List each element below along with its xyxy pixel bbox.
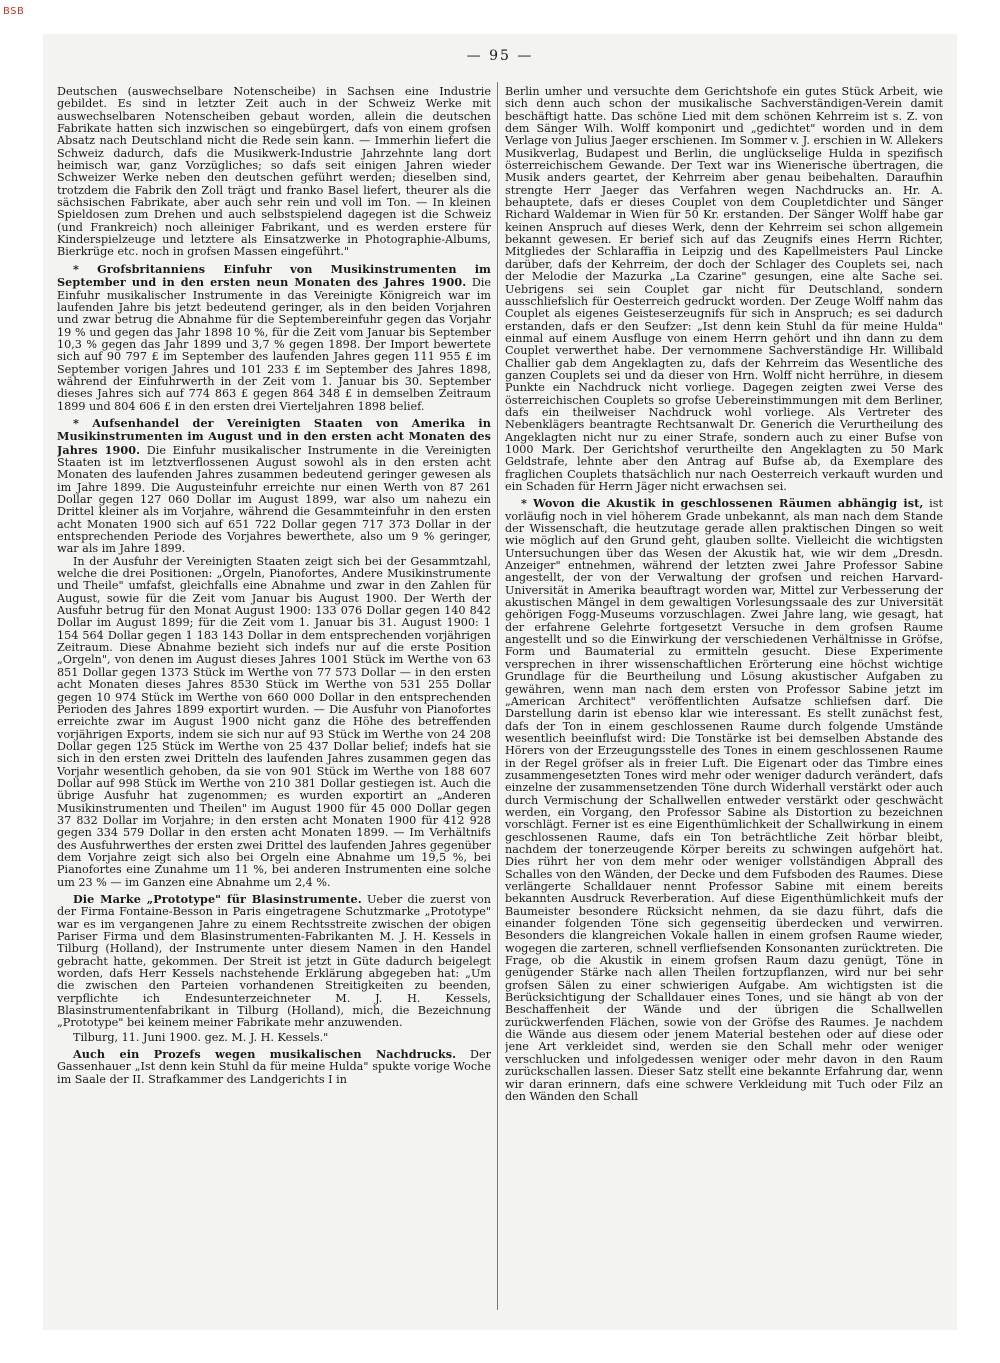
article-us-trade-heading: * Aufsenhandel der Vereinigten Staaten von Amerika in Musikinstrumenten im August und in den ersten acht Monaten des Jahres 1900. — [57, 415, 491, 457]
article-gb-imports-heading: * Grofsbritanniens Einfuhr von Musikinstrumenten im September und in den ersten neun Monaten des Jahres 1900. — [57, 261, 491, 290]
article-lawsuit-body: Der Gassenhauer „Ist denn kein Stuhl da für meine Hulda" spukte vorige Woche im Saale der II. Strafkammer des Landgerichts I in — [57, 1048, 491, 1086]
article-us-trade-body: Die Einfuhr musikalischer Instrumente in die Vereinigten Staaten ist im letztverflossenen August sowohl als in den ersten acht Monaten des laufenden Jahres zusammen bedeutend geringer gewesen als im Jahre 1899. Die Augusteinfuhr erreichte nur einen Werth von 87 261 Dollar gegen 127 060 Dollar im August 1899, war also um nahezu ein Drittel kleiner als im Vorjahre, während die Gesammteinfuhr in den ersten acht Monaten 1900 sich auf 651 722 Dollar gegen 717 373 Dollar in der entsprechenden Periode des Vorjahres bewerthete, also um 9 % geringer, war als im Jahre 1899. — [57, 443, 491, 556]
newspaper-page — [43, 34, 957, 1330]
article-acoustics-heading: * Wovon die Akustik in geschlossenen Räumen abhängig ist, — [521, 496, 924, 511]
article-lawsuit-heading: Auch ein Prozefs wegen musikalischen Nachdrucks. — [73, 1047, 457, 1062]
column-divider — [497, 82, 498, 1310]
page-number: — 95 — — [466, 48, 534, 64]
article-gb-imports-body: Die Einfuhr musikalischer Instrumente in das Vereinigte Königreich war im laufenden Jahre bis jetzt bedeutend geringer, als in den beiden Vorjahren und zwar betrug die Abnahme für die Septembereinfuhr gegen das Vorjahr 19 % und gegen das Jahr 1898 10 %, für die Zeit vom Januar bis September 10,3 % gegen das Jahr 1899 und 3,7 % gegen 1898. Der Import bewertete sich auf 90 797 £ im September des laufenden Jahres gegen 111 955 £ im September vorigen Jahres und 101 233 £ im September des Jahres 1898, während der Einfuhrwerth in der Zeit vom 1. Januar bis 30. September dieses Jahres sich auf 774 863 £ gegen 864 348 £ in demselben Zeitraum 1899 und 804 606 £ in den ersten drei Vierteljahren 1898 belief. — [57, 276, 491, 413]
article-prototype-heading: Die Marke „Prototype" für Blasinstrumente. — [73, 892, 362, 906]
article-prototype-body: Ueber die zuerst von der Firma Fontaine-Besson in Paris eingetragene Schutzmarke „Prototype" war es im vergangenen Jahre zu einem Rechtsstreite zwischen der obigen Pariser Firma und dem Blasinstrumenten-Fabrikanten M. J. H. Kessels in Tilburg (Holland), der Instrumente unter diesem Namen in den Handel gebracht hatte, gekommen. Der Streit ist jetzt in Güte dadurch beigelegt worden, dafs Herr Kessels nachstehende Erklärung abgegeben hat: „Um die zwischen den Parteien vorhandenen Streitigkeiten zu beenden, verpflichte ich Endesunterzeichneter M. J. H. Kessels, Blasinstrumentenfabrikant in Tilburg (Holland), mich, die Bezeichnung „Prototype" bei keinem meiner Fabrikate mehr anzuwenden. — [57, 893, 491, 1030]
article-swiss-music-boxes-continued: Deutschen (auswechselbare Notenscheibe) in Sachsen eine Industrie gebildet. Es sind in letzter Zeit auch in der Schweiz Werke mit auswechselbaren Notenscheiben gebaut worden, allein die deutschen Fabrikate hatten sich inzwischen so eingebürgert, dafs von einem grofsen Absatz nach Deutschland nicht die Rede sein kann. — Immerhin liefert die Schweiz dadurch, dafs die Musikwerk-Industrie Jahrzehnte lang dort heimisch war, ganz Vorzügliches; so dafs seit einigen Jahren wieder Schweizer Werke neben den deutschen geführt werden; dieselben sind, trotzdem die Fabrik den Zoll trägt und franko Basel liefert, theurer als die sächsischen Fabrikate, aber auch sehr rein und voll im Ton. — In kleinen Spieldosen zum Drehen und auch selbstspielend dagegen ist die Schweiz (und Frankreich) noch alleiniger Fabrikant, und es werden erstere für Kinderspielzeuge und letztere als Einsatzwerke in Photographie-Albums, Bierkrüge etc. noch in grofsen Massen eingeführt." — [57, 86, 491, 259]
article-us-trade — [57, 417, 491, 556]
article-prototype — [57, 893, 491, 1030]
article-gb-imports — [57, 263, 491, 413]
library-watermark: BSB — [3, 6, 25, 17]
article-acoustics — [505, 497, 943, 1103]
article-prototype-signature: Tilburg, 11. Juni 1900. gez. M. J. H. Kessels." — [73, 1030, 329, 1044]
left-column — [57, 86, 491, 1311]
article-us-trade-exports: In der Ausfuhr der Vereinigten Staaten zeigt sich bei der Gesammtzahl, welche die drei Positionen: „Orgeln, Pianofortes, Andere Musikinstrumente und Theile" umfafst, gleichfalls eine Abnahme und zwar in den Zahlen für August, sowie für die Zeit vom Januar bis August 1900. Der Werth der Ausfuhr betrug für den Monat August 1900: 133 076 Dollar gegen 140 842 Dollar im August 1899; für die Zeit vom 1. Januar bis 31. August 1900: 1 154 564 Dollar gegen 1 183 143 Dollar in dem entsprechenden vorjährigen Zeitraum. Diese Abnahme bezieht sich indefs nur auf die erste Position „Orgeln", von denen im August dieses Jahres 1001 Stück im Werthe von 63 851 Dollar gegen 1373 Stück im Werthe von 77 573 Dollar — in den ersten acht Monaten dieses Jahres 8530 Stück im Werthe von 531 255 Dollar gegen 10 974 Stück im Werthe von 660 000 Dollar in den entsprechenden Perioden des Jahres 1899 exportirt wurden. — Die Ausfuhr von Pianofortes erreichte zwar im August 1900 nicht ganz die Höhe des betreffenden vorjährigen Exports, indem sie sich nur auf 93 Stück im Werthe von 24 208 Dollar gegen 125 Stück im Werthe von 25 437 Dollar belief; indefs hat sie sich in den ersten zwei Dritteln des laufenden Jahres zusammen gegen das Vorjahr wesentlich gehoben, da sie von 901 Stück im Werthe von 188 607 Dollar auf 998 Stück im Werthe von 210 381 Dollar gestiegen ist. Auch die übrige Ausfuhr hat zugenommen; es wurden exportirt an „Anderen Musikinstrumenten und Theilen" im August 1900 für 45 000 Dollar gegen 37 832 Dollar im Vorjahre; in den ersten acht Monaten 1900 für 412 928 gegen 334 579 Dollar in den ersten acht Monaten 1899. — Im Verhältnifs des Ausfuhrwerthes der ersten zwei Drittel des laufenden Jahres gegenüber dem Vorjahre zeigt sich also bei Orgeln eine Abnahme um 19,5 %, bei Pianofortes eine Zunahme um 11 %, bei anderen Instrumenten eine solche um 23 % — im Ganzen eine Abnahme um 2,4 %. — [57, 554, 491, 889]
article-acoustics-body: ist vorläufig noch in viel höherem Grade unbekannt, als man nach dem Stande der Wissenschaft, die heutzutage gerade allen praktischen Dingen so weit wie möglich auf den Grund geht, glauben sollte. Vielleicht die wichtigsten Untersuchungen über das Wesen der Akustik hat, wie wir dem „Dresdn. Anzeiger" entnehmen, während der letzten zwei Jahre Professor Sabine angestellt, der von der Verwaltung der grofsen und reichen Harvard-Universität in Amerika beauftragt worden war, Mittel zur Verbesserung der akustischen Mängel in dem gewaltigen Vorlesungssaale des zur Universität gehörigen Fogg-Museums vorzuschlagen. Zwei Jahre lang, wie gesagt, hat der erfahrene Gelehrte fortgesetzt Versuche in dem grofsen Raume angestellt und so die Einwirkung der verschiedenen Verhältnisse in Gröfse, Form und Baumaterial zu ermitteln gesucht. Diese Experimente versprechen in ihrer wissenschaftlichen Erörterung eine höchst wichtige Grundlage für die Beurtheilung und Lösung akustischer Aufgaben zu gewähren, wenn man nach dem ersten von Professor Sabine jetzt im „American Architect" veröffentlichten Aufsatze schliefsen darf. Die Darstellung darin ist ebenso klar wie interessant. Es stellt zunächst fest, dafs der Ton in einem geschlossenen Raume durch folgende Umstände wesentlich beeinflufst wird: Die Tonstärke ist bei demselben Abstande des Hörers von der Erzeugungsstelle des Tones in einem geschlossenen Raume in der Regel gröfser als in freier Luft. Die Eigenart oder das Timbre eines zusammengesetzten Tones wird mehr oder weniger dadurch verändert, dafs einzelne der zusammensetzenden Töne durch Widerhall verstärkt oder auch durch Vermischung der Schallwellen entweder verstärkt oder geschwächt werden, ein Vorgang, den Professor Sabine als Distortion zu bezeichnen vorschlägt. Ferner ist es eine Eigenthümlichkeit der Schallwirkung in einem geschlossenen Raume, dafs ein Ton beträchtliche Zeit hörbar bleibt, nachdem der tonerzeugende Körper bereits zu schwingen aufgehört hat. Dies rührt her von dem mehr oder weniger vollständigen Abprall des Schalles von den Wänden, der Decke und dem Fufsboden des Raumes. Diese verlängerte Schalldauer nennt Professor Sabine mit einem bereits bekannten Ausdruck Reverberation. Auf diese Eigenthümlichkeit mufs der Baumeister besondere Rücksicht nehmen, da sie dazu führt, dafs die einander folgenden Töne sich gegenseitig überdecken und verwirren. Besonders die klangreichen Vokale hallen in einem grofsen Raume wieder, wogegen die zarteren, schnell verfliefsenden Konsonanten zurücktreten. Die Frage, ob die Akustik in einem grofsen Raum dazu genügt, Töne in genügender Stärke nach allen Theilen fortzupflanzen, wird nur bei sehr grofsen Sälen zu einer schwierigen Aufgabe. Am wichtigsten ist die Berücksichtigung der Schalldauer eines Tones, und sie hängt ab von der Beschaffenheit der Wände und der übrigen die Schallwellen zurückwerfenden Flächen, sowie von der Gröfse des Raumes. Je nachdem die Wände aus diesem oder jenem Material bestehen oder auf diese oder jene Art verkleidet sind, werden sie den Schall mehr oder weniger verschlucken und infolgedessen weniger oder mehr davon in den Raum zurückschallen lassen. Dieser Satz stellt eine bekannte Erfahrung dar, wenn wir daran erinnern, dafs eine schwere Verkleidung mit Tuch oder Filz an den Wänden den Schall — [505, 497, 943, 1103]
right-column — [505, 86, 943, 1311]
article-lawsuit-continued: Berlin umher und versuchte dem Gerichtshofe ein gutes Stück Arbeit, wie sich denn auch schon der musikalische Sachverständigen-Verein damit beschäftigt hatte. Das schöne Lied mit dem schönen Kehrreim ist s. Z. von dem Sänger Wilh. Wolff komponirt und „gedichtet" worden und in dem Verlage von Julius Jaeger erschienen. Im Sommer v. J. erschien in W. Allekers Musikverlag, Budapest und Berlin, die unglückselige Hulda in spezifisch österreichischem Gewande. Der Text war ins Wienerische übertragen, die Musik anders geartet, der Kehrreim aber genau beibehalten. Daraufhin strengte Herr Jaeger das Verfahren wegen Nachdrucks an. Hr. A. behauptete, dafs er dieses Couplet von dem Coupletdichter und Sänger Richard Waldemar in Wien für 50 Kr. erstanden. Der Sänger Wolff habe gar keinen Anspruch auf dieses Werk, denn der Kehrreim sei schon allgemein bekannt gewesen. Er berief sich auf das Zeugnifs eines Herrn Richter, Mitgliedes der Schlaraffia in Leipzig und des Kapellmeisters Paul Lincke darüber, dafs der Kehrreim, der doch der Schlager des Couplets sei, nach der Melodie der Mazurka „La Czarine" gesungen, eine alte Sache sei. Uebrigens sei sein Couplet gar nicht für Deutschland, sondern ausschliefslich für Oesterreich gedruckt worden. Der Zeuge Wolff nahm das Couplet als eigenes Geisteserzeugnifs für sich in Anspruch; es sei dadurch erstanden, dafs er den Seufzer: „Ist denn kein Stuhl da für meine Hulda" einmal auf einem Ausfluge von einem Herrn gehört und ihn dann zu dem Couplet verwerthet habe. Der vernommene Sachverständige Hr. Willibald Challier gab dem Angeklagten zu, dafs der Kehrreim das Wesentliche des ganzen Couplets sei und da dieser von Hrn. Wolff nicht herrühre, in diesem Punkte ein Nachdruck nicht vorliege. Dagegen zeigten zwei Verse des österreichischen Couplets so grofse Uebereinstimmungen mit dem Berliner, dafs ein theilweiser Nachdruck wohl vorliege. Als Vertreter des Nebenklägers beantragte Rechtsanwalt Dr. Generich die Verurtheilung des Angeklagten nicht nur zu einer Strafe, sondern auch zu einer Bufse von 1000 Mark. Der Gerichtshof verurtheilte den Angeklagten zu 50 Mark Geldstrafe, lehnte aber den Antrag auf Bufse ab, da Exemplare des fraglichen Couplets thatsächlich nur nach Oesterreich verkauft wurden und ein Schaden für Herrn Jäger nicht erwachsen sei. — [505, 86, 943, 493]
article-lawsuit — [57, 1048, 491, 1086]
